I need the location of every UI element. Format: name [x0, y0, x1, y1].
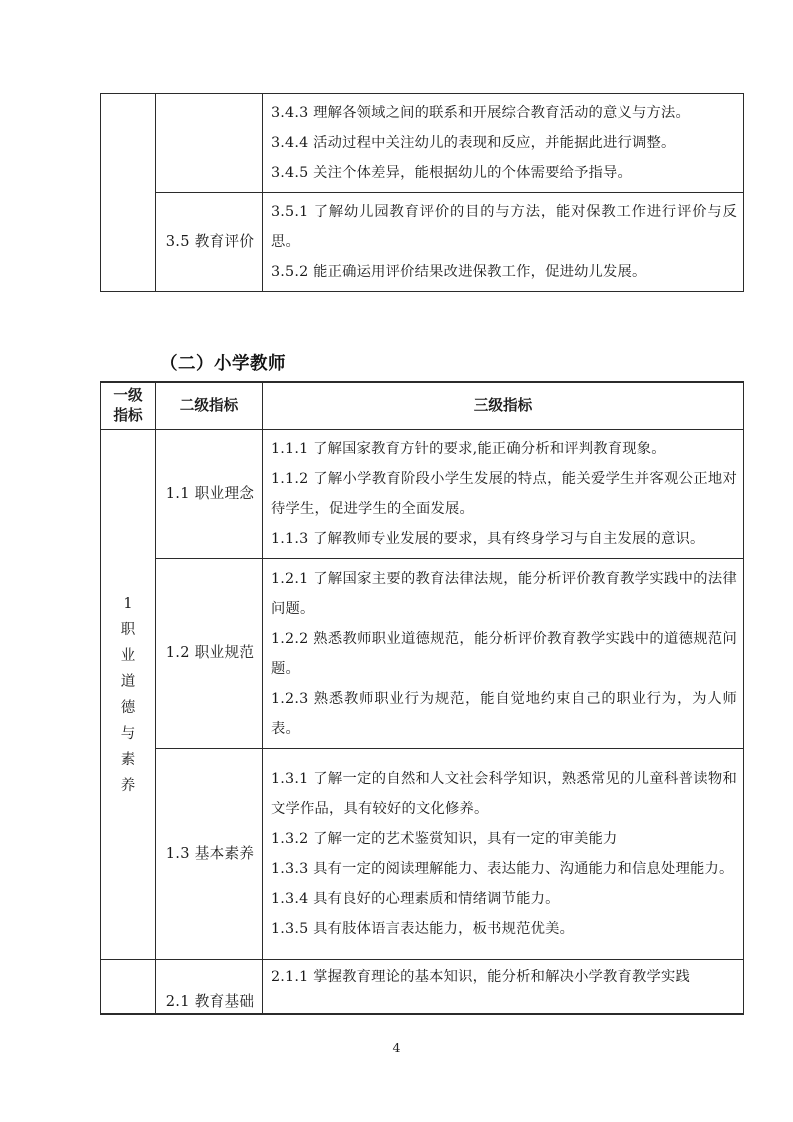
indicator-line: 1.1.2 了解小学教育阶段小学生发展的特点，能关爱学生并客观公正地对待学生，促进学生的全面发展。 [271, 471, 737, 517]
indicator-line: 1.3.3 具有一定的阅读理解能力、表达能力、沟通能力和信息处理能力。 [271, 861, 734, 877]
indicator-line: 1.2.1 了解国家主要的教育法律法规，能分析评价教育教学实践中的法律问题。 [271, 570, 737, 617]
header-level3 [263, 382, 744, 430]
level2-label: 2.1 教育基础 [165, 993, 255, 1011]
level1-char: 业 [120, 647, 136, 664]
table-row [101, 559, 744, 749]
table-primary-school-teacher [100, 381, 744, 1015]
cell-level1-empty [101, 94, 156, 292]
cell-level3 [263, 559, 744, 749]
indicator-line: 3.4.4 活动过程中关注幼儿的表现和反应，并能据此进行调整。 [271, 135, 676, 151]
indicator-line: 1.3.4 具有良好的心理素质和情绪调节能力。 [271, 891, 560, 907]
level1-char: 素 [120, 751, 136, 768]
level1-char: 与 [120, 725, 136, 742]
cell-level2 [156, 430, 263, 559]
cell-level3 [263, 430, 744, 559]
header-level3-label: 三级指标 [473, 397, 533, 414]
level2-label [156, 139, 262, 147]
indicator-line: 1.3.5 具有肢体语言表达能力，板书规范优美。 [271, 921, 575, 937]
level2-label: 3.5 教育评价 [165, 232, 255, 250]
level1-char: 1 [123, 595, 133, 612]
page-number: 4 [392, 1040, 401, 1055]
indicator-line: 1.1.1 了解国家教育方针的要求,能正确分析和评判教育现象。 [271, 441, 666, 457]
header-level1-line2: 指标 [113, 407, 143, 424]
indicator-line: 3.5.2 能正确运用评价结果改进保教工作，促进幼儿发展。 [271, 264, 647, 280]
level1-char: 道 [120, 673, 136, 690]
level2-label: 1.2 职业规范 [165, 644, 255, 662]
cell-level2 [156, 559, 263, 749]
level1-char: 职 [120, 621, 136, 638]
cell-level2 [156, 193, 263, 292]
cell-level1-group [101, 430, 156, 960]
indicator-line: 3.4.5 关注个体差异，能根据幼儿的个体需要给予指导。 [271, 165, 633, 181]
cell-level2-empty [156, 94, 263, 193]
cell-level1-empty [101, 960, 156, 1015]
cell-level2 [156, 960, 263, 1015]
indicator-line: 1.3.1 了解一定的自然和人文社会科学知识，熟悉常见的儿童科普读物和文学作品，具有较好的文化修养。 [271, 771, 737, 817]
table-row [101, 94, 744, 193]
indicator-line: 1.3.2 了解一定的艺术鉴赏知识，具有一定的审美能力 [271, 831, 618, 847]
table-row [101, 749, 744, 960]
header-level2-label: 二级指标 [179, 397, 239, 414]
level2-label: 1.1 职业理念 [165, 484, 255, 502]
table-row [101, 430, 744, 559]
cell-level3 [263, 193, 744, 292]
indicator-line: 3.5.1 了解幼儿园教育评价的目的与方法，能对保教工作进行评价与反思。 [271, 204, 737, 250]
header-level1-line1: 一级 [113, 387, 143, 404]
cell-level2 [156, 749, 263, 960]
table-row [101, 960, 744, 1015]
table-row [101, 193, 744, 292]
cell-level3 [263, 94, 744, 193]
header-level2 [156, 382, 263, 430]
cell-level3 [263, 960, 744, 1015]
indicator-line: 1.1.3 了解教师专业发展的要求，具有终身学习与自主发展的意识。 [271, 531, 705, 547]
table-preschool-teacher-continued [100, 93, 744, 292]
indicator-line: 3.4.3 理解各领域之间的联系和开展综合教育活动的意义与方法。 [271, 105, 691, 121]
level1-char: 养 [120, 777, 136, 794]
cell-level3 [263, 749, 744, 960]
indicator-line: 1.2.2 熟悉教师职业道德规范，能分析评价教育教学实践中的道德规范问题。 [271, 630, 737, 677]
table-header-row [101, 382, 744, 430]
section-heading: （二）小学教师 [160, 354, 286, 374]
level2-label: 1.3 基本素养 [165, 844, 255, 862]
indicator-line: 2.1.1 掌握教育理论的基本知识，能分析和解决小学教育教学实践 [271, 969, 691, 985]
header-level1 [101, 382, 156, 430]
level1-char: 德 [120, 699, 136, 716]
indicator-line: 1.2.3 熟悉教师职业行为规范，能自觉地约束自己的职业行为，为人师表。 [271, 690, 737, 737]
